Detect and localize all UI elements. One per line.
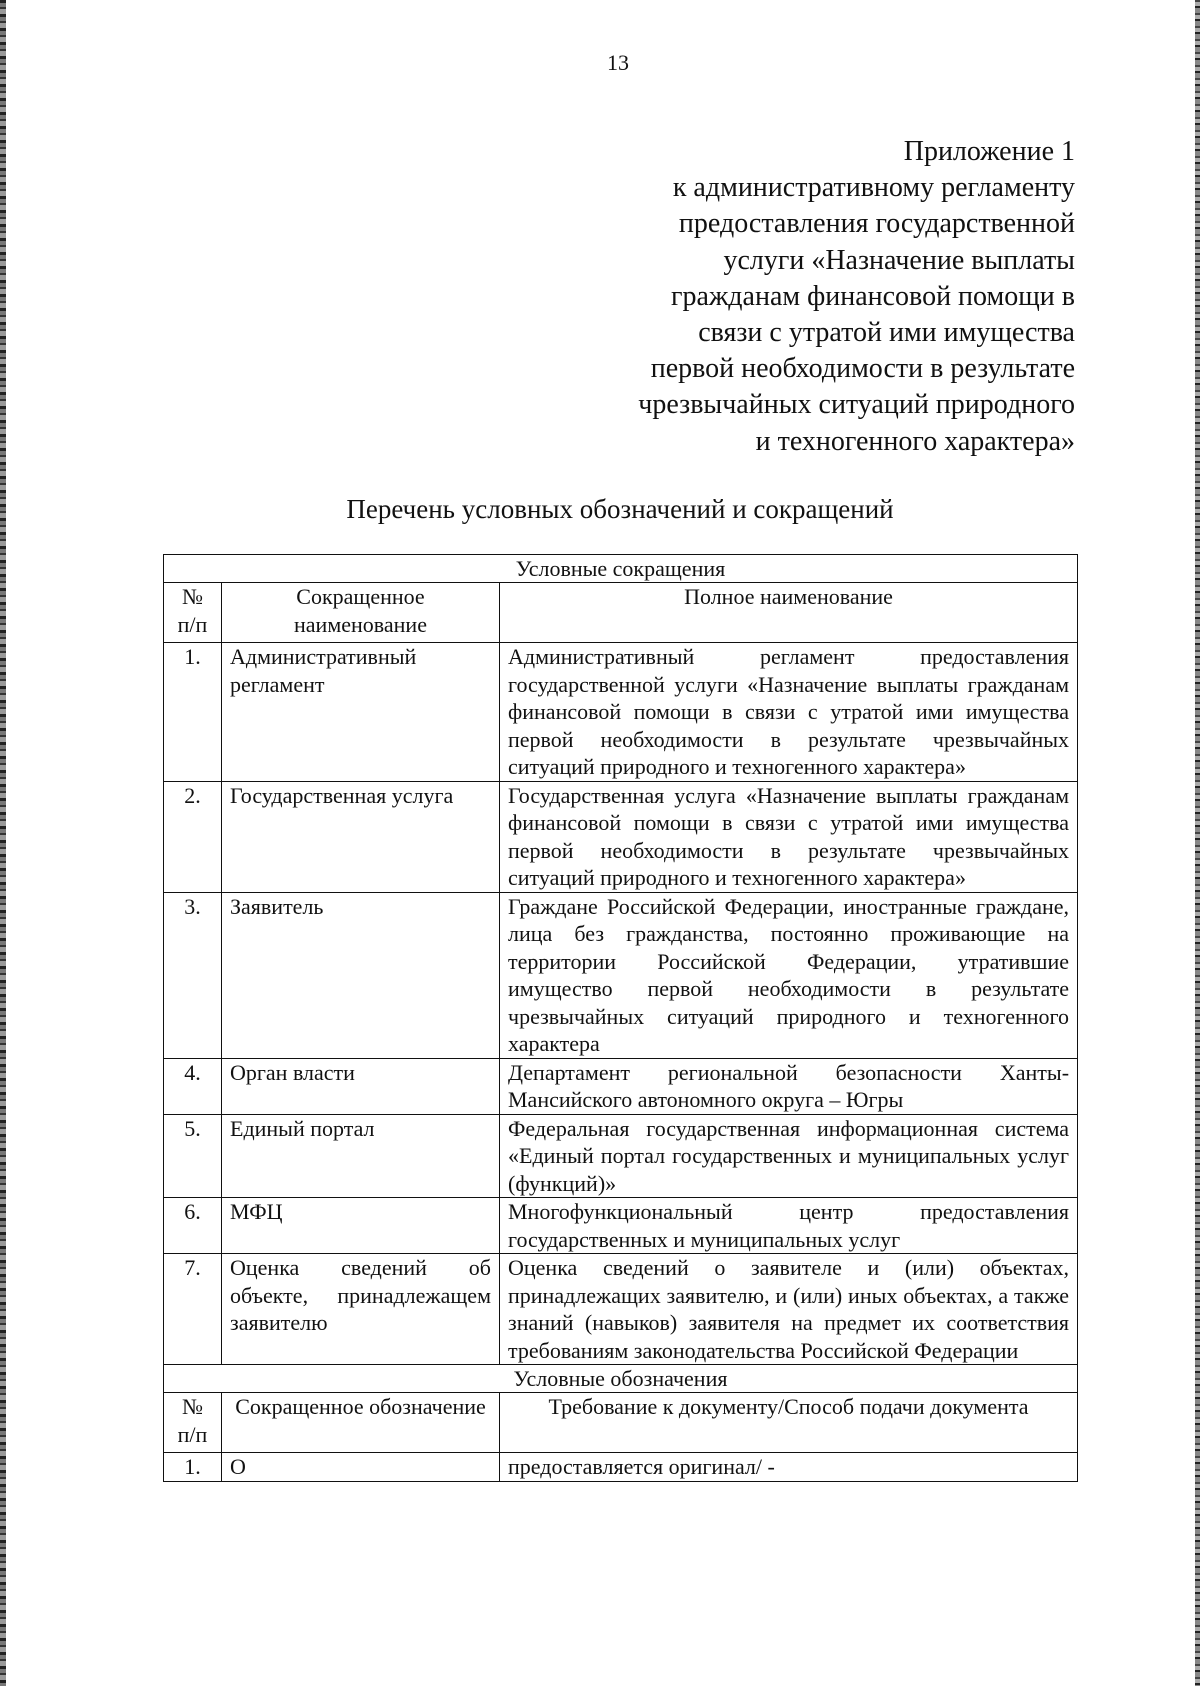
row-num: 1. bbox=[164, 1453, 222, 1482]
table-row bbox=[164, 1114, 1078, 1198]
row-short-name: Заявитель bbox=[222, 892, 500, 1058]
header-short-name: Сокращенное наименование bbox=[222, 583, 500, 643]
row-num: 2. bbox=[164, 781, 222, 892]
header-num: № п/п bbox=[164, 583, 222, 643]
appendix-line: предоставления государственной bbox=[678, 208, 1075, 240]
appendix-line: Приложение 1 bbox=[903, 136, 1075, 167]
table-header-row bbox=[164, 583, 1078, 643]
table-section-row bbox=[164, 555, 1078, 583]
row-short-name: МФЦ bbox=[222, 1198, 500, 1254]
table-row bbox=[164, 892, 1078, 1058]
abbreviations-table bbox=[163, 554, 1078, 1482]
row-full-name: Административный регламент предоставления государственной услуги «Назначение выплаты гражданам финансовой помощи в связи с утратой ими имущества первой необходимости в результате чрезвычайных ситуаций природного и техногенного характера» bbox=[500, 643, 1078, 782]
header-num: № п/п bbox=[164, 1393, 222, 1453]
page-number: 13 bbox=[607, 50, 629, 75]
row-short-name: Орган власти bbox=[222, 1058, 500, 1114]
row-short-name: Административный регламент bbox=[222, 643, 500, 782]
table-row bbox=[164, 1254, 1078, 1365]
row-short-name: Оценка сведений об объекте, принадлежащем заявителю bbox=[222, 1254, 500, 1365]
row-full-name: Граждане Российской Федерации, иностранные граждане, лица без гражданства, постоянно проживающие на территории Российской Федерации, утратившие имущество первой необходимости в результате чрезвычайных ситуаций природного и техногенного характера bbox=[500, 892, 1078, 1058]
table-row bbox=[164, 1453, 1078, 1482]
row-short-name: Государственная услуга bbox=[222, 781, 500, 892]
header-full-name: Полное наименование bbox=[500, 583, 1078, 643]
header-short-symbol: Сокращенное обозначение bbox=[222, 1393, 500, 1453]
header-requirement: Требование к документу/Способ подачи документа bbox=[500, 1393, 1078, 1453]
appendix-heading bbox=[638, 134, 1075, 460]
appendix-line: и техногенного характера» bbox=[755, 425, 1075, 457]
appendix-line: услуги «Назначение выплаты bbox=[723, 244, 1075, 276]
section-title-abbreviations: Условные сокращения bbox=[164, 555, 1078, 583]
appendix-line: связи с утратой ими имущества bbox=[698, 317, 1075, 349]
row-requirement: предоставляется оригинал/ - bbox=[500, 1453, 1078, 1482]
row-short-name: Единый портал bbox=[222, 1114, 500, 1198]
row-full-name: Многофункциональный центр предоставления государственных и муниципальных услуг bbox=[500, 1198, 1078, 1254]
table-row bbox=[164, 1198, 1078, 1254]
scan-edge-right bbox=[1195, 0, 1200, 1686]
row-num: 5. bbox=[164, 1114, 222, 1198]
row-num: 1. bbox=[164, 643, 222, 782]
appendix-line: чрезвычайных ситуаций природного bbox=[638, 389, 1075, 421]
document-title: Перечень условных обозначений и сокращений bbox=[346, 494, 894, 524]
row-full-name: Департамент региональной безопасности Ханты-Мансийского автономного округа – Югры bbox=[500, 1058, 1078, 1114]
table-header-row bbox=[164, 1393, 1078, 1453]
scan-edge-left bbox=[0, 0, 6, 1686]
table-row bbox=[164, 643, 1078, 782]
appendix-line: гражданам финансовой помощи в bbox=[671, 280, 1075, 312]
row-short-symbol: О bbox=[222, 1453, 500, 1482]
row-num: 4. bbox=[164, 1058, 222, 1114]
row-num: 6. bbox=[164, 1198, 222, 1254]
row-full-name: Оценка сведений о заявителе и (или) объектах, принадлежащих заявителю, и (или) иных объектах, а также знаний (навыков) заявителя на предмет их соответствия требованиям законодательства Российской Федерации bbox=[500, 1254, 1078, 1365]
row-full-name: Федеральная государственная информационная система «Единый портал государственных и муниципальных услуг (функций)» bbox=[500, 1114, 1078, 1198]
table-row bbox=[164, 1058, 1078, 1114]
table-row bbox=[164, 781, 1078, 892]
section-title-symbols: Условные обозначения bbox=[164, 1365, 1078, 1393]
row-num: 3. bbox=[164, 892, 222, 1058]
row-num: 7. bbox=[164, 1254, 222, 1365]
appendix-line: к административному регламенту bbox=[672, 172, 1075, 204]
row-full-name: Государственная услуга «Назначение выплаты гражданам финансовой помощи в связи с утратой ими имущества первой необходимости в результате чрезвычайных ситуаций природного и техногенного характера» bbox=[500, 781, 1078, 892]
appendix-line: первой необходимости в результате bbox=[650, 353, 1075, 385]
table-section-row bbox=[164, 1365, 1078, 1393]
